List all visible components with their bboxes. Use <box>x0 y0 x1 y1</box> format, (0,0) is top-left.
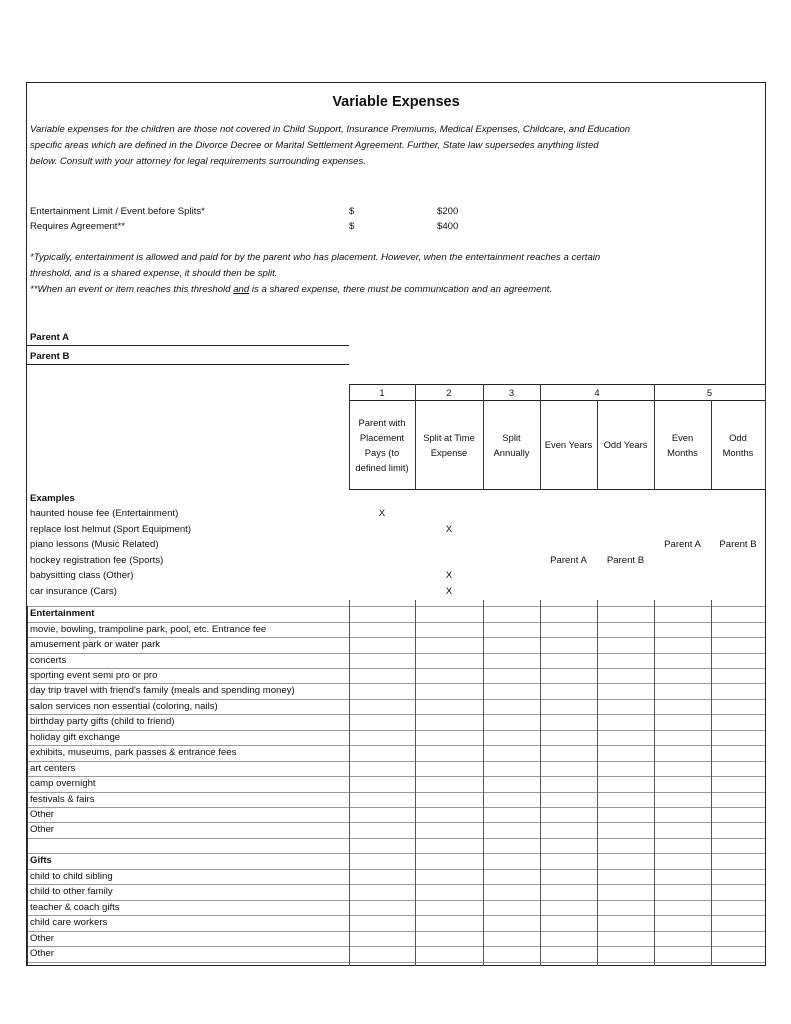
body-col-line-4 <box>597 600 598 966</box>
column-number-1: 1 <box>379 386 385 398</box>
column-header-1: Parent with Placement Pays (to defined limit) <box>355 416 409 473</box>
gift-item-5: Other <box>30 932 54 944</box>
footnote-2-underlined: and <box>233 284 250 295</box>
intro-line-3: below. Consult with your attorney for legal requirements surrounding expenses. <box>30 156 366 167</box>
requires-agreement-currency: $ <box>349 221 355 232</box>
requires-agreement-label: Requires Agreement** <box>30 221 125 232</box>
column-number-2: 2 <box>446 386 452 398</box>
body-col-line-6 <box>711 600 712 966</box>
entertainment-item-12: festivals & fairs <box>30 793 95 805</box>
body-col-line-3 <box>540 600 541 966</box>
header-col-line-2 <box>483 384 484 489</box>
entertainment-limit-value: $200 <box>437 206 459 217</box>
column-header-2: Split at Time Expense <box>423 431 475 458</box>
footnote-2 <box>30 282 760 298</box>
entertainment-item-1: movie, bowling, trampoline park, pool, etc. Entrance fee <box>30 623 267 635</box>
body-left-line <box>27 606 28 966</box>
entertainment-item-9: exhibits, museums, park passes & entrance fees <box>30 747 237 759</box>
entertainment-limit-currency: $ <box>349 206 355 217</box>
entertainment-item-8: holiday gift exchange <box>30 731 121 743</box>
entertainment-heading: Entertainment <box>30 608 95 620</box>
column-number-3: 3 <box>508 386 515 398</box>
intro-line-2: specific areas which are defined in the Divorce Decree or Marital Settlement Agreement. Further, State law supersedes anything listed <box>30 140 599 151</box>
example-row-1: haunted house fee (Entertainment) <box>30 508 179 520</box>
example-row-6: car insurance (Cars) <box>30 585 117 597</box>
header-col-line-3 <box>540 384 541 489</box>
parent-a-field[interactable]: Parent A <box>27 329 349 346</box>
entertainment-item-5: day trip travel with friend's family (meals and spending money) <box>30 685 295 697</box>
column-number-5: 5 <box>706 386 713 398</box>
footnote-2-start: **When an event or item reaches this threshold <box>30 284 234 295</box>
example-mark-6-2: X <box>445 585 453 597</box>
column-header-3: Split Annually <box>493 431 530 458</box>
example-mark-3-7: Parent B <box>719 539 757 551</box>
footnote-1-line-2: threshold, and is a shared expense, it should then be split. <box>30 268 278 279</box>
header-top-line <box>349 384 765 385</box>
example-mark-4-5: Parent B <box>606 554 645 566</box>
body-col-line-1 <box>415 600 416 966</box>
form-title: Variable Expenses <box>332 94 460 110</box>
header-col-line-1 <box>415 384 416 489</box>
entertainment-limit-label: Entertainment Limit / Event before Splits* <box>30 206 205 217</box>
entertainment-item-3: concerts <box>30 654 67 666</box>
intro-line-1: Variable expenses for the children are those not covered in Child Support, Insurance Premiums, Medical Expenses, Childcare, and Education <box>30 124 631 135</box>
gifts-heading: Gifts <box>30 855 52 867</box>
example-row-3: piano lessons (Music Related) <box>30 539 159 551</box>
requires-agreement-value: $400 <box>437 221 459 232</box>
entertainment-item-11: camp overnight <box>30 778 96 790</box>
gift-item-4: child care workers <box>30 917 108 929</box>
header-col-line-6 <box>711 400 712 489</box>
entertainment-item-2: amusement park or water park <box>30 639 161 651</box>
body-col-line-5 <box>654 600 655 966</box>
header-bottom-line <box>349 489 765 490</box>
gift-item-2: child to other family <box>30 886 113 898</box>
examples-heading: Examples <box>30 493 75 504</box>
entertainment-item-4: sporting event semi pro or pro <box>30 669 158 681</box>
example-row-4: hockey registration fee (Sports) <box>30 554 164 566</box>
example-mark-5-2: X <box>445 570 453 582</box>
header-col-line-7 <box>765 384 766 489</box>
gift-item-1: child to child sibling <box>30 870 113 882</box>
entertainment-item-13: Other <box>30 809 54 820</box>
parent-b-field[interactable]: Parent B <box>27 348 349 365</box>
footnote-2-end: is a shared expense, there must be communication and an agreement. <box>249 284 553 295</box>
column-number-4: 4 <box>594 386 600 398</box>
variable-expenses-form <box>26 82 766 966</box>
example-row-2: replace lost helmut (Sport Equipment) <box>30 523 192 535</box>
footnote-1-line-1: *Typically, entertainment is allowed and paid for by the parent who has placement. However, when the entertainment reaches a certain <box>30 252 601 263</box>
header-col-line-4 <box>597 400 598 489</box>
body-col-line-0 <box>349 600 350 966</box>
example-mark-2-2: X <box>445 523 453 535</box>
column-header-4: Even Years <box>544 439 593 450</box>
gift-item-3: teacher & coach gifts <box>30 901 120 913</box>
entertainment-item-14: Other <box>30 824 54 836</box>
entertainment-item-6: salon services non essential (coloring, nails) <box>30 700 218 712</box>
column-header-7: Odd Months <box>722 431 754 458</box>
example-mark-1-1: X <box>378 508 386 520</box>
entertainment-item-7: birthday party gifts (child to friend) <box>30 716 175 728</box>
entertainment-item-10: art centers <box>30 762 76 774</box>
example-mark-3-6: Parent A <box>664 539 701 551</box>
column-header-5: Odd Years <box>603 439 648 450</box>
gift-item-6: Other <box>30 948 54 960</box>
header-col-line-5 <box>654 384 655 489</box>
example-mark-4-4: Parent A <box>550 554 587 566</box>
body-col-line-2 <box>483 600 484 966</box>
column-header-6: Even Months <box>667 431 698 458</box>
example-row-5: babysitting class (Other) <box>30 570 134 582</box>
header-col-line-0 <box>349 384 350 489</box>
header-mid-line <box>349 400 765 401</box>
